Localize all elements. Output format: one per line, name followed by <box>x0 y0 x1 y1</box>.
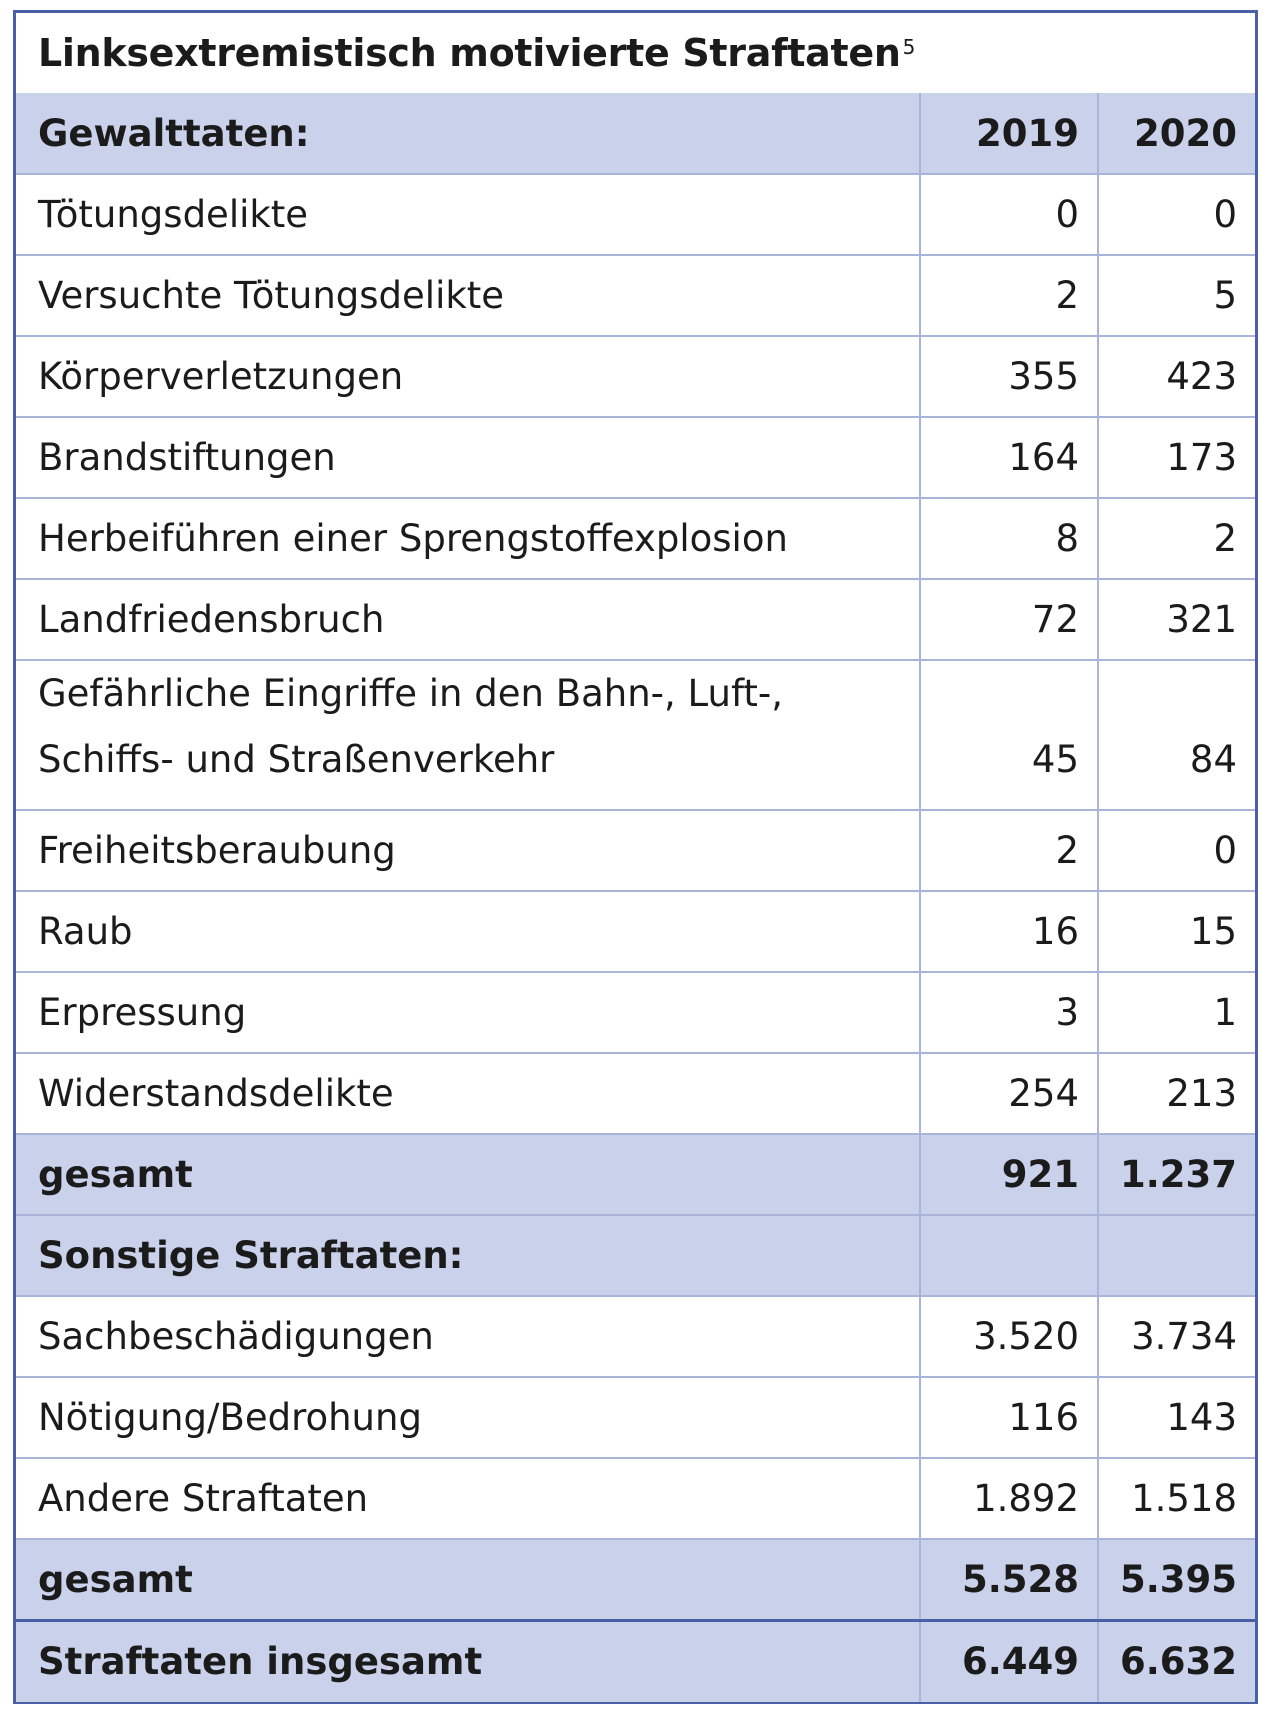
other-total-row <box>16 1539 1255 1620</box>
table-row <box>16 810 1255 891</box>
table-row <box>16 972 1255 1053</box>
row-label: Nötigung/Bedrohung <box>16 1377 920 1458</box>
grand-total-row <box>16 1620 1255 1702</box>
year-2019-header: 2019 <box>920 93 1098 174</box>
row-label: Erpressung <box>16 972 920 1053</box>
value-2020: 3.734 <box>1098 1296 1255 1377</box>
value-2019: 3.520 <box>920 1296 1098 1377</box>
table-row <box>16 891 1255 972</box>
table-row <box>16 1053 1255 1134</box>
row-label: Tötungsdelikte <box>16 174 920 255</box>
value-2020: 84 <box>1098 660 1255 810</box>
value-2020: 5 <box>1098 255 1255 336</box>
table-row <box>16 336 1255 417</box>
value-2020: 423 <box>1098 336 1255 417</box>
value-2020: 1.518 <box>1098 1458 1255 1539</box>
table-row <box>16 660 1255 810</box>
total-label: gesamt <box>16 1134 920 1215</box>
crime-statistics-table <box>16 93 1255 1702</box>
value-2020: 213 <box>1098 1053 1255 1134</box>
value-2020: 173 <box>1098 417 1255 498</box>
other-header-row <box>16 1215 1255 1296</box>
value-2019: 8 <box>920 498 1098 579</box>
grand-total-2020: 6.632 <box>1098 1620 1255 1702</box>
row-label: Herbeiführen einer Sprengstoffexplosion <box>16 498 920 579</box>
row-label: Freiheitsberaubung <box>16 810 920 891</box>
row-label: Sachbeschädigungen <box>16 1296 920 1377</box>
value-2019: 3 <box>920 972 1098 1053</box>
total-2020: 1.237 <box>1098 1134 1255 1215</box>
row-label: Andere Straftaten <box>16 1458 920 1539</box>
value-2019: 2 <box>920 810 1098 891</box>
total-2020: 5.395 <box>1098 1539 1255 1620</box>
table-row <box>16 1377 1255 1458</box>
value-2019: 1.892 <box>920 1458 1098 1539</box>
value-2019: 72 <box>920 579 1098 660</box>
value-2020: 0 <box>1098 810 1255 891</box>
row-label: Raub <box>16 891 920 972</box>
table-row <box>16 579 1255 660</box>
table-row <box>16 255 1255 336</box>
table-row <box>16 174 1255 255</box>
table-row <box>16 1296 1255 1377</box>
row-label: Körperverletzungen <box>16 336 920 417</box>
value-2019: 116 <box>920 1377 1098 1458</box>
value-2019: 355 <box>920 336 1098 417</box>
other-header-label: Sonstige Straftaten: <box>16 1215 920 1296</box>
value-2020: 15 <box>1098 891 1255 972</box>
table-title <box>16 13 1255 93</box>
grand-total-label: Straftaten insgesamt <box>16 1620 920 1702</box>
violent-header-row <box>16 93 1255 174</box>
row-label: Landfriedensbruch <box>16 579 920 660</box>
year-2020-header: 2020 <box>1098 93 1255 174</box>
footnote-marker: 5 <box>902 35 916 59</box>
statistics-table-frame <box>13 10 1258 1704</box>
row-label: Brandstiftungen <box>16 417 920 498</box>
value-2020: 1 <box>1098 972 1255 1053</box>
violent-total-row <box>16 1134 1255 1215</box>
value-2020: 0 <box>1098 174 1255 255</box>
total-label: gesamt <box>16 1539 920 1620</box>
table-title-text: Linksextremistisch motivierte Straftaten <box>38 31 901 75</box>
value-2019: 45 <box>920 660 1098 810</box>
table-row <box>16 1458 1255 1539</box>
value-2020: 143 <box>1098 1377 1255 1458</box>
total-2019: 921 <box>920 1134 1098 1215</box>
value-2020: 321 <box>1098 579 1255 660</box>
value-2019: 0 <box>920 174 1098 255</box>
empty-cell <box>1098 1215 1255 1296</box>
value-2019: 164 <box>920 417 1098 498</box>
row-label: Gefährliche Eingriffe in den Bahn-, Luft-, Schiffs- und Straßenverkehr <box>16 660 920 810</box>
violent-header-label: Gewalttaten: <box>16 93 920 174</box>
total-2019: 5.528 <box>920 1539 1098 1620</box>
row-label: Versuchte Tötungsdelikte <box>16 255 920 336</box>
table-row <box>16 498 1255 579</box>
value-2019: 2 <box>920 255 1098 336</box>
grand-total-2019: 6.449 <box>920 1620 1098 1702</box>
empty-cell <box>920 1215 1098 1296</box>
row-label: Widerstandsdelikte <box>16 1053 920 1134</box>
table-row <box>16 417 1255 498</box>
value-2020: 2 <box>1098 498 1255 579</box>
value-2019: 254 <box>920 1053 1098 1134</box>
value-2019: 16 <box>920 891 1098 972</box>
